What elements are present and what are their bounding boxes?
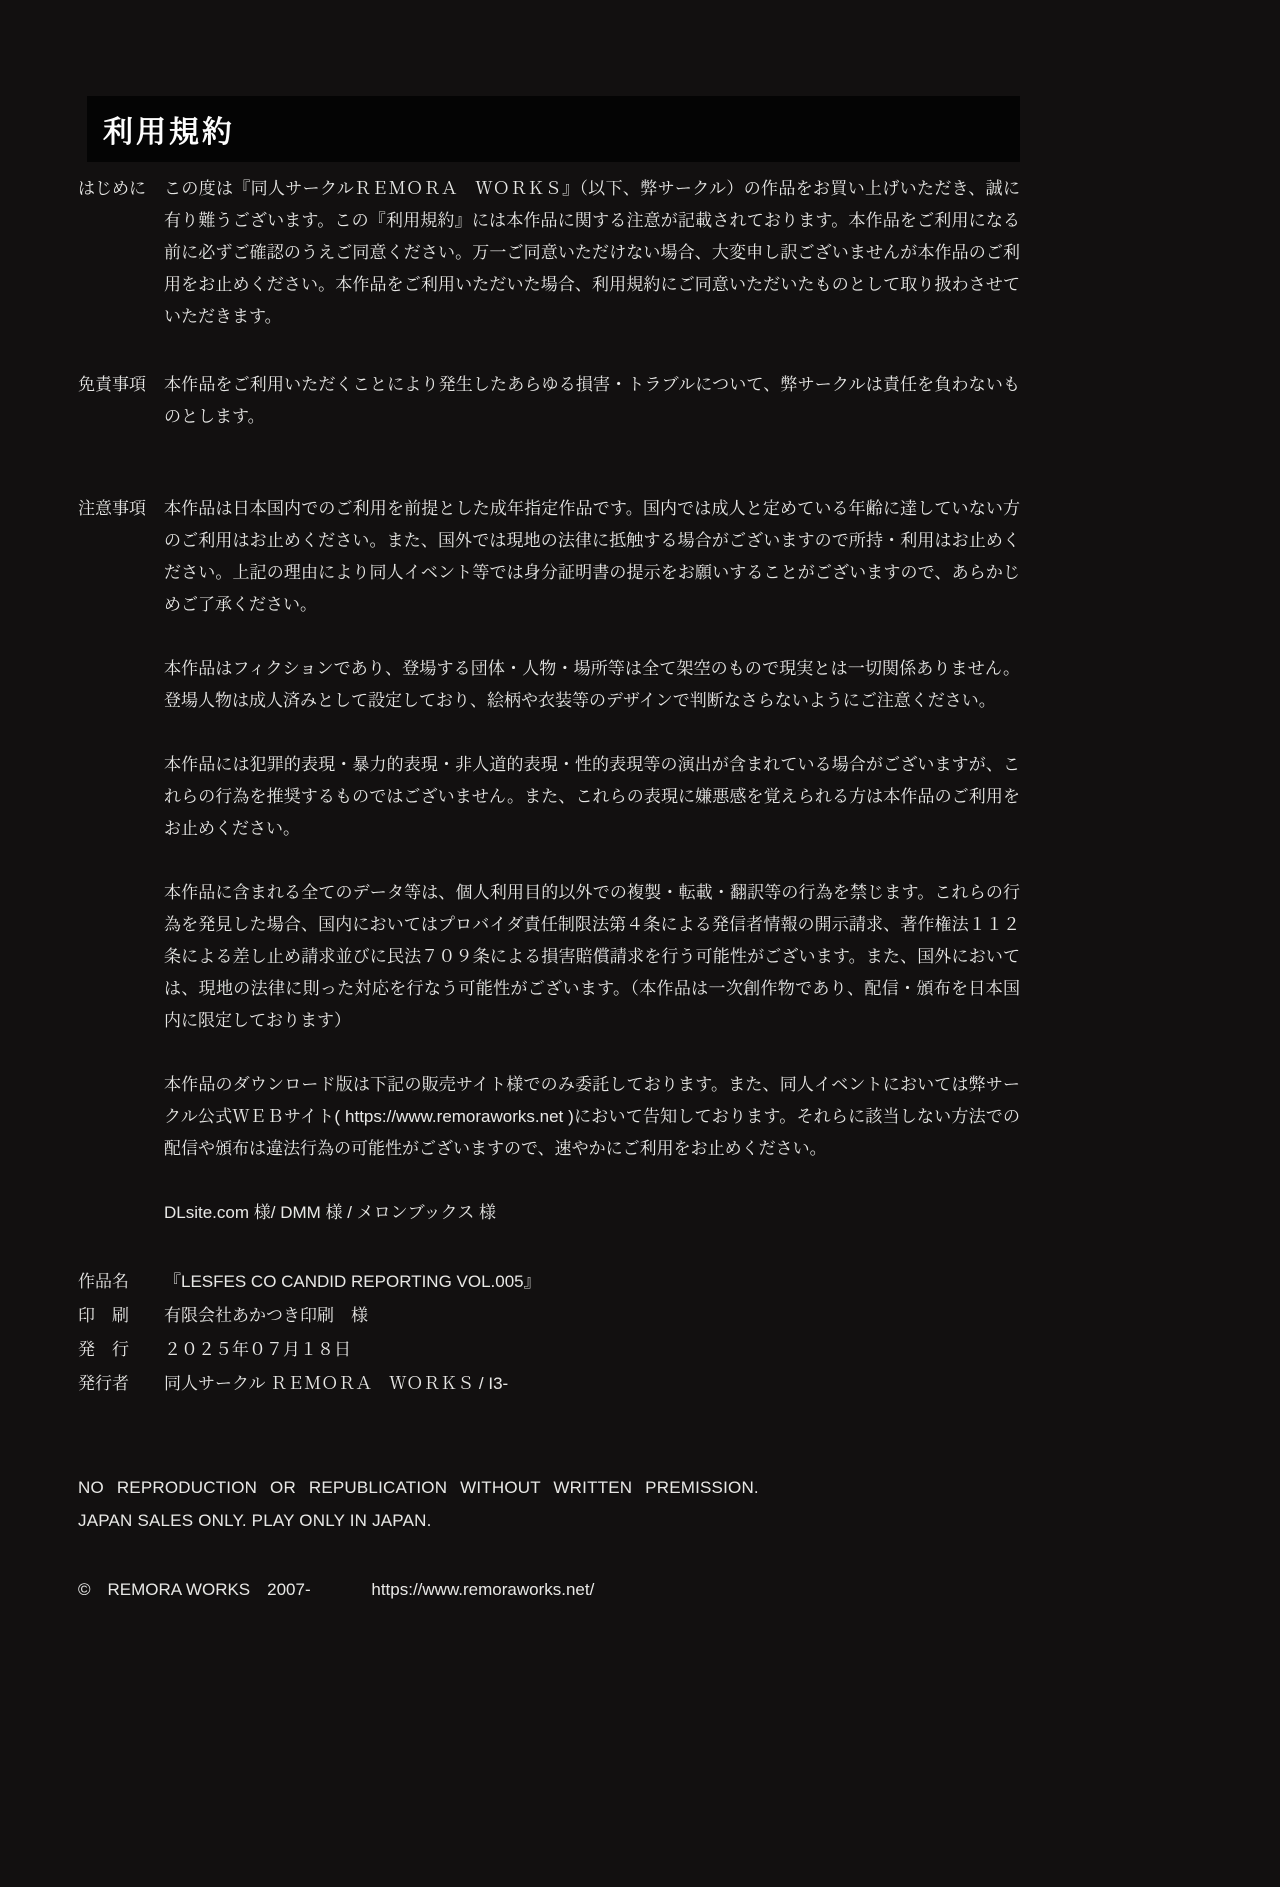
paragraph: 本作品は日本国内でのご利用を前提とした成年指定作品です。国内では成人と定めている年齢に達していない方のご利用はお止めください。また、国外では現地の法律に抵触する場合がございますので所持・利用はお止めください。上記の理由により同人イベント等では身分証明書の提示をお願いすることがございますので、あらかじめご了承ください。 bbox=[164, 499, 1020, 614]
colophon-row-publisher bbox=[78, 1367, 1020, 1401]
section-label: 免責事項 bbox=[78, 375, 146, 394]
paragraph: 本作品はフィクションであり、登場する団体・人物・場所等は全て架空のもので現実とは一切関係ありません。登場人物は成人済みとして設定しており、絵柄や衣装等のデザインで判断なさらないようにご注意ください。 bbox=[164, 659, 1020, 710]
website-url: https://www.remoraworks.net/ bbox=[371, 1580, 595, 1599]
colophon-value: 『LESFES CO CANDID REPORTING VOL.005』 bbox=[164, 1272, 541, 1291]
footer-notice-line2: JAPAN SALES ONLY. PLAY ONLY IN JAPAN. bbox=[78, 1511, 432, 1530]
colophon-row-printer bbox=[78, 1299, 1020, 1333]
paragraph: 本作品には犯罪的表現・暴力的表現・非人道的表現・性的表現等の演出が含まれている場合がございますが、これらの行為を推奨するものではございません。また、これらの表現に嫌悪感を覚えられる方は本作品のご利用をお止めください。 bbox=[164, 755, 1020, 838]
colophon-row-title bbox=[78, 1265, 1020, 1299]
section-cautions bbox=[78, 493, 1020, 1229]
section-body bbox=[164, 493, 1020, 1229]
colophon-label: 印 刷 bbox=[78, 1306, 129, 1325]
copyright-text: © REMORA WORKS 2007- bbox=[78, 1580, 311, 1599]
store-list: DLsite.com 様/ DMM 様 / メロンブックス 様 bbox=[164, 1203, 497, 1222]
colophon-value: 有限会社あかつき印刷 様 bbox=[164, 1306, 368, 1325]
colophon-value: ２０２５年０７月１８日 bbox=[164, 1340, 351, 1359]
section-introduction bbox=[78, 173, 1020, 333]
terms-page bbox=[0, 96, 1280, 1887]
footer bbox=[78, 1471, 1020, 1606]
colophon-value: 同人サークル ＲＥＭＯＲＡ ＷＯＲＫＳ / I3- bbox=[164, 1374, 509, 1393]
copyright-line bbox=[78, 1573, 1020, 1606]
paragraph: 本作品のダウンロード版は下記の販売サイト様でのみ委託しております。また、同人イベントにおいては弊サークル公式ＷＥＢサイト( https://www.remoraworks.net )において告知しております。それらに該当しない方法での配信や頒布は違法行為の可能性がございますので、速やかにご利用をお止めください。 bbox=[164, 1075, 1020, 1158]
footer-notice-line1: NO REPRODUCTION OR REPUBLICATION WITHOUT WRITTEN PREMISSION. bbox=[78, 1478, 759, 1497]
colophon-label: 発行者 bbox=[78, 1374, 129, 1393]
page-title: 利用規約 bbox=[103, 116, 235, 149]
page-title-bar bbox=[87, 96, 1020, 162]
colophon-row-publish-date bbox=[78, 1333, 1020, 1367]
section-label: はじめに bbox=[78, 179, 146, 198]
colophon-label: 発 行 bbox=[78, 1340, 129, 1359]
paragraph: この度は『同人サークルＲＥＭＯＲＡ ＷＯＲＫＳ』（以下、弊サークル）の作品をお買い上げいただき、誠に有り難うございます。この『利用規約』には本作品に関する注意が記載されております。本作品をご利用になる前に必ずご確認のうえご同意ください。万一ご同意いただけない場合、大変申し訳ございませんが本作品のご利用をお止めください。本作品をご利用いただいた場合、利用規約にご同意いただいたものとして取り扱わさせていただきます。 bbox=[164, 179, 1020, 326]
colophon-label: 作品名 bbox=[78, 1272, 129, 1291]
paragraph: 本作品に含まれる全てのデータ等は、個人利用目的以外での複製・転載・翻訳等の行為を禁じます。これらの行為を発見した場合、国内においてはプロバイダ責任制限法第４条による発信者情報の開示請求、著作権法１１２条による差し止め請求並びに民法７０９条による損害賠償請求を行う可能性がございます。また、国外においては、現地の法律に則った対応を行なう可能性がございます。（本作品は一次創作物であり、配信・頒布を日本国内に限定しております） bbox=[164, 883, 1020, 1030]
section-body bbox=[164, 369, 1020, 433]
paragraph: 本作品をご利用いただくことにより発生したあらゆる損害・トラブルについて、弊サークルは責任を負わないものとします。 bbox=[164, 375, 1020, 426]
section-body bbox=[164, 173, 1020, 333]
section-disclaimer bbox=[78, 369, 1020, 433]
colophon bbox=[78, 1265, 1020, 1401]
section-label: 注意事項 bbox=[78, 499, 146, 518]
terms-content bbox=[78, 173, 1020, 1606]
